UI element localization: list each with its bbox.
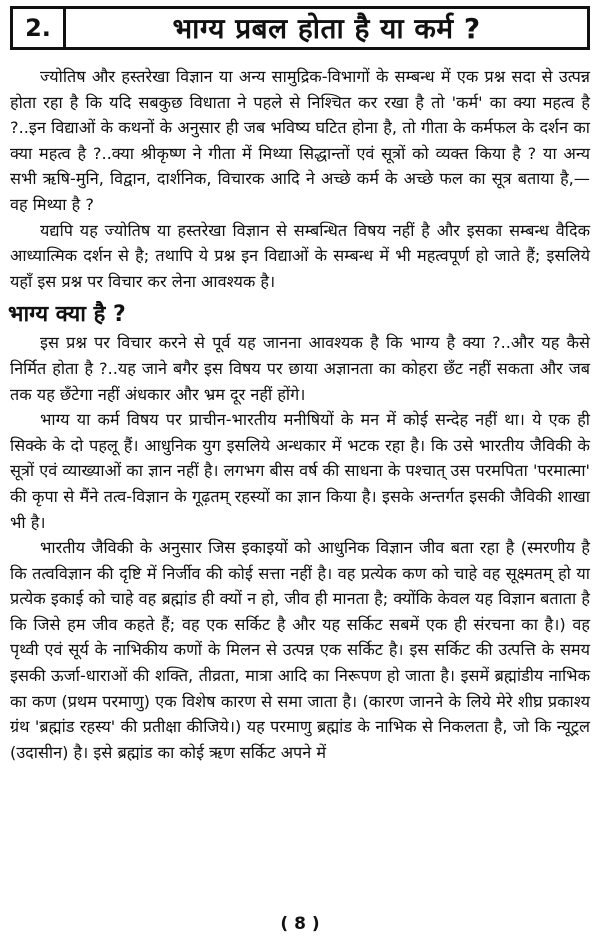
paragraph: इस प्रश्न पर विचार करने से पूर्व यह जानना आवश्यक है कि भाग्य है क्या ?..और यह कैसे निर्मित होता है ?..यह जाने बगैर इस विषय पर छाया अज्ञानता का कोहरा छँट नहीं सकता और जब तक यह छँटेगा नहीं अंधकार और भ्रम दूर नहीं होंगे। xyxy=(10,333,590,404)
paragraph: ज्योतिष और हस्तरेखा विज्ञान या अन्य सामुद्रिक-विभागों के सम्बन्ध में एक प्रश्न सदा से उत्पन्न होता रहा है कि यदि सबकुछ विधाता ने पहले से निश्चित कर रखा है तो 'कर्म' का क्या महत्व है ?..इन विद्याओं के कथनों के अनुसार ही जब भविष्य घटित होना है, तो गीता के कर्मफल के दर्शन का क्या महत्व है ?..क्या श्रीकृष्ण ने गीता में मिथ्या सिद्धान्तों एवं सूत्रों को व्यक्त किया है ? या अन्य सभी ऋषि-मुनि, विद्वान, दार्शनिक, विचारक आदि ने अच्छे कर्म के अच्छे फल का सूत्र बताया है,—वह मिथ्या है ? xyxy=(10,67,590,214)
paragraph: भारतीय जैविकी के अनुसार जिस इकाइयों को आधुनिक विज्ञान जीव बता रहा है (स्मरणीय है कि तत्वविज्ञान की दृष्टि में निर्जीव की कोई सत्ता नहीं है। वह प्रत्येक कण को चाहे वह सूक्ष्मतम् हो या प्रत्येक इकाई को चाहे वह ब्रह्मांड ही क्यों न हो, जीव ही मानता है; क्योंकि केवल यह विज्ञान बताता है कि जिसे हम जीव कहते हैं; वह एक सर्किट है और यह सर्किट सबमें एक ही संरचना का है।) वह पृथ्वी एवं सूर्य के नाभिकीय कणों के मिलन से उत्पन्न एक सर्किट है। इस सर्किट की उत्पत्ति के समय इसकी ऊर्जा-धाराओं की शक्ति, तीव्रता, मात्रा आदि का निरूपण हो जाता है। इसमें ब्रह्मांडीय नाभिक का कण (प्रथम परमाणु) एक विशेष कारण से समा जाता है। (कारण जानने के लिये मेरे शीघ्र प्रकाश्य ग्रंथ 'ब्रह्मांड रहस्य' की प्रतीक्षा कीजिये।) यह परमाणु ब्रह्मांड के नाभिक से निकलता है, जो कि न्यूट्रल (उदासीन) है। इसे ब्रह्मांड का कोई ऋण सर्किट अपने में xyxy=(10,538,590,762)
chapter-title: भाग्य प्रबल होता है या कर्म ? xyxy=(172,12,481,45)
paragraph: यद्यपि यह ज्योतिष या हस्तरेखा विज्ञान से सम्बन्धित विषय नहीं है और इसका सम्बन्ध वैदिक आध्यात्मिक दर्शन से है; तथापि ये प्रश्न इन विद्याओं के सम्बन्ध में भी महत्वपूर्ण हो जाते हैं; इसलिये यहाँ इस प्रश्न पर विचार कर लेना आवश्यक है। xyxy=(10,220,590,291)
body-text xyxy=(10,64,590,765)
chapter-number: 2. xyxy=(13,9,66,47)
page-number: ( 8 ) xyxy=(280,914,320,934)
chapter-header xyxy=(10,6,590,50)
paragraph: भाग्य या कर्म विषय पर प्राचीन-भारतीय मनीषियों के मन में कोई सन्देह नहीं था। ये एक ही सिक्के के दो पहलू हैं। आधुनिक युग इसलिये अन्धकार में भटक रहा है। कि उसे भारतीय जैविकी के सूत्रों एवं व्याख्याओं का ज्ञान नहीं है। लगभग बीस वर्ष की साधना के पश्चात् उस परमपिता 'परमात्मा' की कृपा से मैंने तत्व-विज्ञान के गूढ़तम् रहस्यों का ज्ञान किया है। इसके अन्तर्गत इसकी जैविकी शाखा भी है। xyxy=(10,410,590,532)
section-heading: भाग्य क्या है ? xyxy=(8,302,126,328)
